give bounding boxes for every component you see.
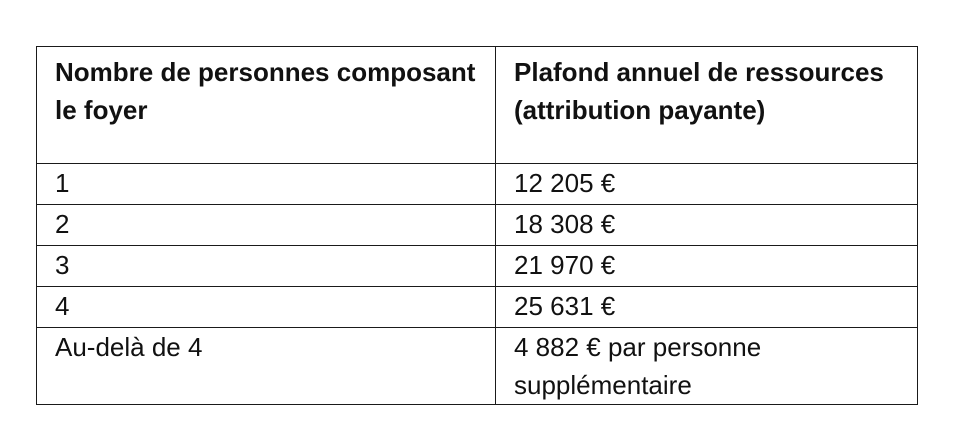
annual-ceiling-cell: [496, 205, 918, 246]
household-size-value: 2: [55, 209, 70, 239]
household-size-value: 3: [55, 250, 70, 280]
annual-ceiling-cell: [496, 164, 918, 205]
household-size-value: 4: [55, 291, 70, 321]
annual-ceiling-value: 4 882 € par personne supplémentaire: [514, 332, 762, 400]
table-row: [37, 205, 918, 246]
annual-ceiling-value: 21 970 €: [514, 250, 616, 280]
header-row: [37, 47, 918, 164]
header-household-size-label: Nombre de personnes composant le foyer: [55, 57, 476, 125]
household-size-cell: [37, 328, 496, 405]
header-household-size: [37, 47, 496, 164]
header-annual-ceiling: [496, 47, 918, 164]
table-row: [37, 246, 918, 287]
table-body: [37, 164, 918, 405]
annual-ceiling-cell: [496, 287, 918, 328]
household-size-cell: [37, 287, 496, 328]
annual-ceiling-value: 12 205 €: [514, 168, 616, 198]
table-row: [37, 287, 918, 328]
resource-ceiling-table: [36, 46, 918, 405]
household-size-cell: [37, 246, 496, 287]
header-annual-ceiling-label: Plafond annuel de ressources (attribution payante): [514, 57, 884, 125]
household-size-cell: [37, 164, 496, 205]
household-size-value: 1: [55, 168, 70, 198]
household-size-value: Au-delà de 4: [55, 332, 203, 362]
annual-ceiling-value: 25 631 €: [514, 291, 616, 321]
table-header: [37, 47, 918, 164]
table-row: [37, 328, 918, 405]
annual-ceiling-cell: [496, 328, 918, 405]
household-size-cell: [37, 205, 496, 246]
annual-ceiling-cell: [496, 246, 918, 287]
table-row: [37, 164, 918, 205]
annual-ceiling-value: 18 308 €: [514, 209, 616, 239]
